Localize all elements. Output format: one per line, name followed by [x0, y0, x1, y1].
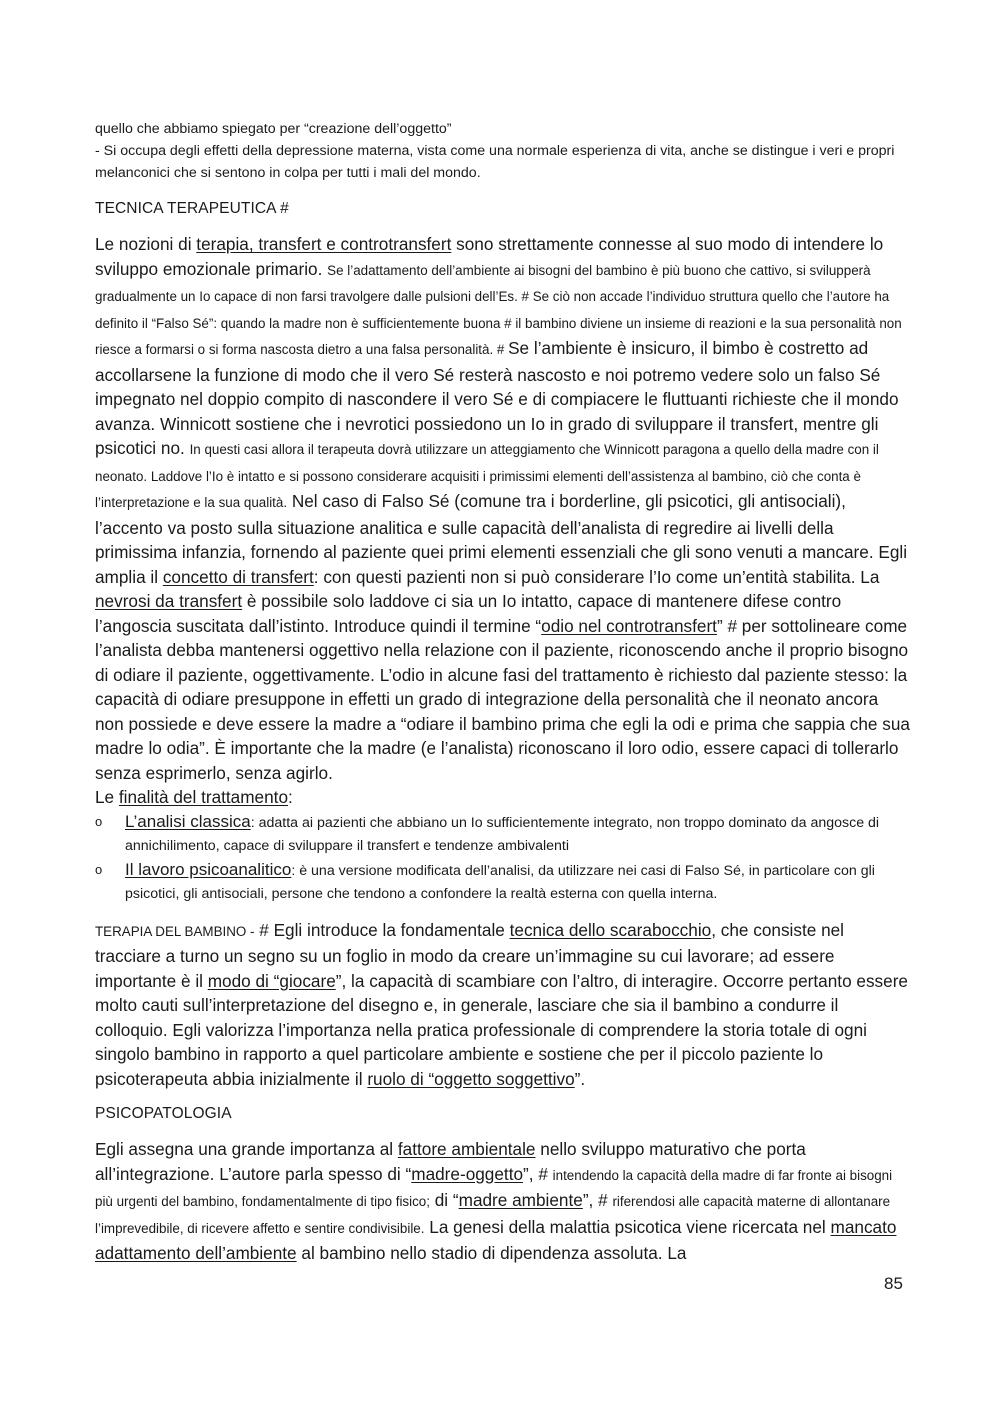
list-item-text: adatta ai pazienti che abbiano un Io sufficientemente integrato, non troppo dominato da angosce di annichilimento, capace di sviluppare il transfert e tendenze ambivalenti — [125, 814, 880, 854]
bullet-marker: o — [95, 861, 103, 877]
list-item-text: è una versione modificata dell’analisi, da utilizzare nei casi di Falso Sé, in particolare con gli psicotici, gli antisociali, persone che tendono a confondere la realtà esterna con quella interna. — [125, 862, 875, 902]
underlined-term: modo di “giocare — [207, 970, 336, 991]
text-span: # Egli introduce la fondamentale — [254, 919, 510, 940]
text-span: : — [250, 814, 255, 831]
text-span: ”, # — [582, 1190, 613, 1210]
text-span: : con questi pazienti non si può considerare l’Io come un’entità stabilita. La — [313, 566, 880, 587]
underlined-term: tecnica dello scarabocchio — [509, 919, 712, 940]
text-span: La genesi della malattia psicotica viene ricercata nel — [424, 1216, 831, 1237]
text-span: ”, la capacità di scambiare con l’altro, di interagire. Occorre pertanto essere molto cauti sull’interpretazione del disegno e, in generale, lasciare che sia il bambino a condurre il colloquio. Egli valorizza l’importanza nella pratica professionale di comprendere la storia totale di ogni singolo bambino in rapporto a quel particolare ambiente e sostiene che per il piccolo paziente lo psicoterapeuta abbia inizialmente il — [95, 970, 908, 1089]
text-span: nello sviluppo maturativo che porta all’integrazione. L’autore parla spesso di “ — [95, 1139, 806, 1184]
small-text-span: intendendo la capacità della madre di far fronte ai bisogni più urgenti del bambino, fondamentalmente di tipo fisico; — [95, 1167, 893, 1209]
text-span: Nel caso di Falso Sé (comune tra i borderline, gli psicotici, gli antisociali), l’accento va posto sulla situazione analitica e sulle capacità dell’analista di regredire ai livelli della primissima infanzia, fornendo al paziente quei primi elementi essenziali che gli sono venuti a mancare. Egli amplia il — [95, 491, 908, 587]
text-span: Egli assegna una grande importanza al — [95, 1139, 398, 1159]
paragraph-finalita — [95, 785, 910, 810]
text-span: al bambino nello stadio di dipendenza assoluta. La — [296, 1243, 687, 1263]
intro-line-1: quello che abbiamo spiegato per “creazione dell’oggetto” — [95, 121, 452, 137]
underlined-term: terapia, transfert e controtransfert — [196, 234, 452, 254]
text-span: Le nozioni di — [95, 234, 197, 254]
underlined-term: Il lavoro psicoanalitico — [125, 859, 292, 879]
list-item — [95, 858, 910, 906]
underlined-term: concetto di transfert — [162, 566, 314, 587]
text-span: di “ — [429, 1190, 459, 1210]
text-span: ”, # — [523, 1163, 553, 1184]
text-span: sono strettamente connesse al suo modo di intendere lo sviluppo emozionale primario. — [95, 234, 884, 279]
text-span: ”. — [574, 1068, 586, 1089]
bullet-marker: o — [95, 813, 103, 829]
underlined-term: mancato adattamento dell’ambiente — [95, 1216, 897, 1263]
underlined-term: nevrosi da transfert — [95, 591, 243, 611]
text-span: Se l’ambiente è insicuro, il bimbo è costretto ad accollarsene la funzione di modo che il vero Sé resterà nascosto e noi potremo vedere solo un falso Sé impegnato nel doppio compito di nascondere il vero Sé e di compiacere le fluttuanti richieste che il mondo avanza. Winnicott sostiene che i nevrotici possiedono un Io in grado di sviluppare il transfert, mentre gli psicotici no. — [95, 338, 899, 458]
intro-line-2: - Si occupa degli effetti della depressione materna, vista come una normale esperienza di vita, anche se distingue i veri e propri melanconici che si sentono in colpa per tutti i mali del mondo. — [95, 143, 895, 181]
list-item — [95, 810, 910, 858]
underlined-term: madre ambiente — [458, 1190, 583, 1210]
small-text-span: riferendosi alle capacità materne di allontanare l’imprevedibile, di ricevere affetto e sentire condivisibile. — [95, 1194, 891, 1236]
text-span: ” # per sottolineare come l’analista debba mantenersi oggettivo nella relazione con il paziente, riconoscendo anche il proprio bisogno di odiare il paziente, oggettivamente. L’odio in alcune fasi del trattamento è richiesto dal paziente stesso: la capacità di odiare presuppone in effetti un grado di integrazione della personalità che il neonato ancora non possiede e deve essere la madre a “odiare il bambino prima che egli la odi e prima che sappia che sua madre lo odia”. È importante che la madre (e l’analista) riconoscano il loro odio, essere capaci di tollerarlo senza esprimerlo, senza agirlo. — [95, 615, 910, 783]
section-label: TERAPIA DEL BAMBINO - — [95, 923, 255, 939]
text-span: Le — [95, 787, 119, 807]
section-heading-tecnica: TECNICA TERAPEUTICA # — [95, 200, 289, 217]
text-span: : — [288, 787, 293, 807]
paragraph-terapia-bambino — [95, 918, 910, 1092]
small-text-span: Se l’adattamento dell’ambiente ai bisogni del bambino è più buono che cattivo, si svilupperà gradualmente un Io capace di non farsi travolgere dalle pulsioni dell’Es. # Se ciò non accade l’individuo struttura quello che l’autore ha definito il “Falso Sé”: quando la madre non è sufficientemente buona # il bambino diviene un insieme di reazioni e la sua personalità non riesce a formarsi o si forma nascosta dietro a una falsa personalità. # — [95, 262, 902, 357]
underlined-term: ruolo di “oggetto soggettivo — [367, 1068, 575, 1089]
paragraph-psicopatologia — [95, 1137, 910, 1266]
text-span: : — [291, 862, 296, 879]
small-text-span: In questi casi allora il terapeuta dovrà utilizzare un atteggiamento che Winnicott paragona a quello della madre con il neonato. Laddove l’Io è intatto e si possono considerare acquisiti i primissimi elementi dell’assistenza al bambino, ciò che conta è l’interpretazione e la sua qualità. — [95, 442, 879, 510]
underlined-term: finalità del trattamento — [118, 787, 289, 807]
section-heading-psicopatologia: PSICOPATOLOGIA — [95, 1105, 232, 1122]
underlined-term: fattore ambientale — [397, 1139, 536, 1159]
page-number: 85 — [884, 1274, 903, 1293]
paragraph-tecnica — [95, 232, 910, 785]
text-span: è possibile solo laddove ci sia un Io intatto, capace di mantenere difese contro l’angoscia suscitata dall’istinto. Introduce quindi il termine “ — [95, 591, 842, 636]
text-span: , che consiste nel tracciare a turno un segno su un foglio in modo da creare un’immagine su cui lavorare; ad essere importante è il — [95, 919, 845, 991]
underlined-term: odio nel controtransfert — [541, 615, 717, 636]
treatment-list — [95, 810, 910, 906]
underlined-term: madre-oggetto — [411, 1163, 524, 1184]
underlined-term: L’analisi classica — [125, 811, 251, 831]
intro-text — [95, 118, 910, 184]
page-body — [95, 118, 910, 1266]
